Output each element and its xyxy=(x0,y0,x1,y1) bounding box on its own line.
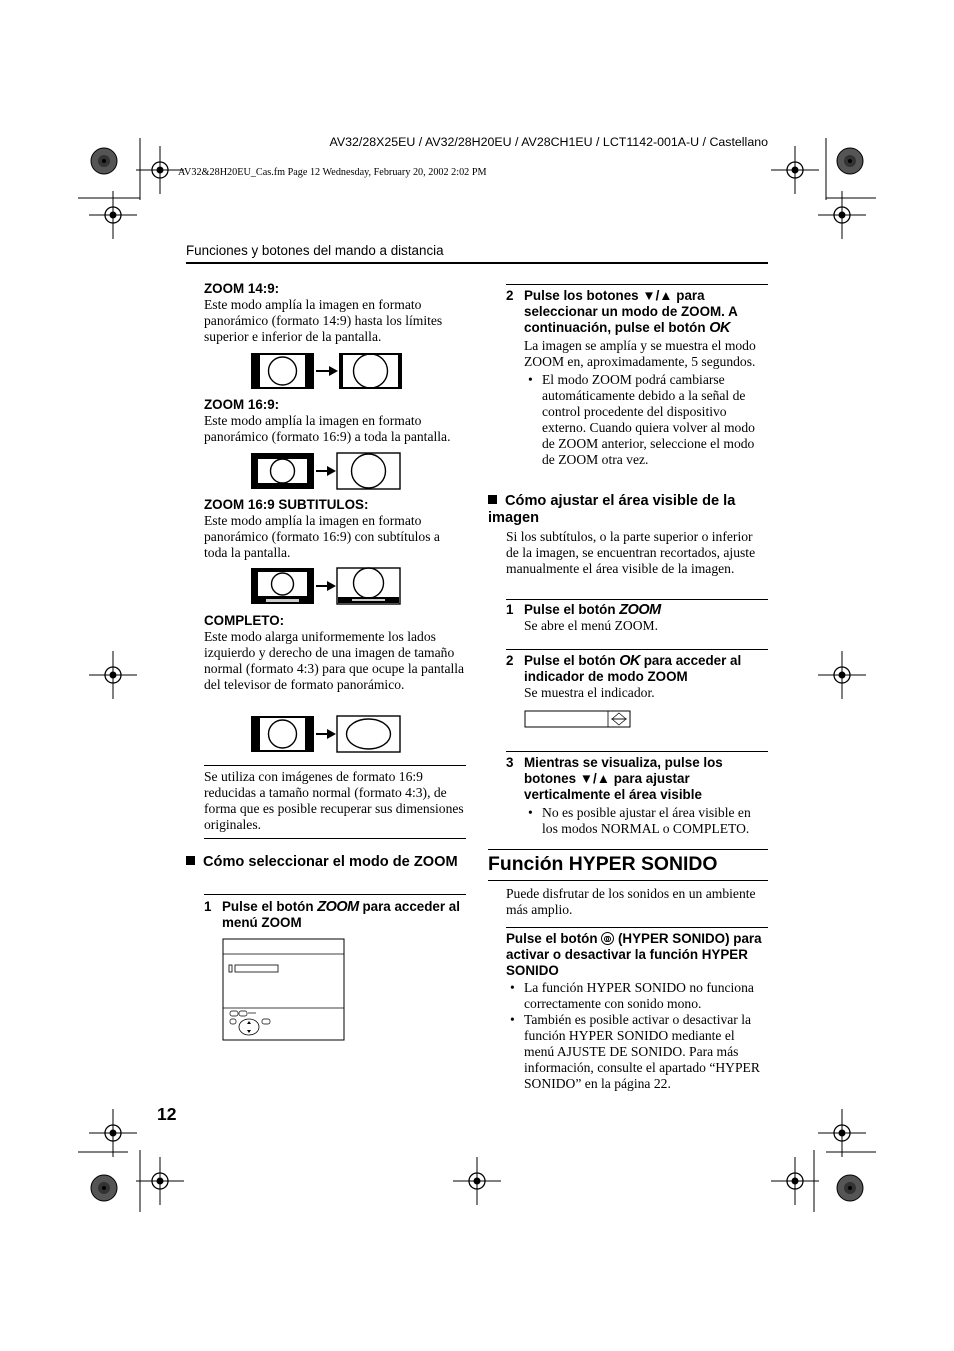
zoom-14-9-diagram xyxy=(250,351,406,391)
zoom-14-9-block xyxy=(204,281,466,345)
adjust-area-text: Si los subtítulos, o la parte superior o inferior de la imagen, se encuentran recortados, ajuste manualmente el área visible de la imagen. xyxy=(506,529,756,576)
adjust-step-3-bullet: • No es posible ajustar el área visible en los modos NORMAL o COMPLETO. xyxy=(524,805,768,837)
ok-button-label: OK xyxy=(619,653,640,669)
zoom-16-9-sub-diagram xyxy=(250,566,406,606)
adjust-step-3-rule xyxy=(506,751,768,752)
hyper-bullet-2: • También es posible activar o desactivar la función HYPER SONIDO mediante el menú AJUSTE DE SONIDO. Para más información, consulte el apartado “HYPER SONIDO” en la página 22. xyxy=(506,1012,768,1092)
zoom-step-2-bullet: • El modo ZOOM podrá cambiarse automáticamente debido a la señal de control procedente del dispositivo externo. Cuando quiera volver al modo de ZOOM anterior, seleccione el modo de ZOOM otra vez. xyxy=(524,372,768,468)
model-line: AV32/28X25EU / AV32/28H20EU / AV28CH1EU / LCT1142-001A-U / Castellano xyxy=(329,135,768,149)
completo-text: Este modo alarga uniformemente los lados izquierdo y derecho de una imagen de tamaño normal (formato 4:3) para que ocupe la pantalla del televisor de formato panorámico. xyxy=(204,629,465,692)
zoom-step-2-text: La imagen se amplía y se muestra el modo ZOOM en, aproximadamente, 5 segundos. xyxy=(524,338,756,369)
adjust-step-2-rule xyxy=(506,649,768,650)
zoom-indicator-illustration xyxy=(524,710,632,729)
adjust-step-1-text: Se abre el menú ZOOM. xyxy=(524,618,659,633)
ok-button-label: OK xyxy=(709,320,730,336)
completo-diagram xyxy=(250,714,406,754)
note-text: Se utiliza con imágenes de formato 16:9 reducidas a tamaño normal (formato 4:3), de forma que es posible recuperar sus dimensiones originales. xyxy=(204,769,464,832)
section-title: Funciones y botones del mando a distancia xyxy=(186,243,444,258)
select-step-1: 1 Pulse el botón ZOOM para acceder al menú ZOOM xyxy=(204,899,460,930)
zoom-16-9-diagram xyxy=(250,451,406,491)
hyper-sub-rule xyxy=(506,927,768,928)
down-up-arrows-icon: ▼/▲ xyxy=(579,771,611,786)
square-bullet-icon xyxy=(186,856,195,865)
adjust-step-1: 1 Pulse el botón ZOOM Se abre el menú ZOOM. xyxy=(506,602,768,634)
hyper-sonido-bullets xyxy=(506,980,768,1092)
hyper-sonido-subheading: Pulse el botón (HYPER SONIDO) para activar o desactivar la función HYPER SONIDO xyxy=(506,931,762,978)
hyper-bullet-1: • La función HYPER SONIDO no funciona correctamente con sonido mono. xyxy=(506,980,768,1012)
hyper-title-rule xyxy=(488,880,768,881)
hyper-sound-icon xyxy=(601,932,614,945)
zoom-16-9-sub-block xyxy=(204,497,466,561)
zoom-16-9-sub-text: Este modo amplía la imagen en formato panorámico (formato 16:9) con subtítulos a toda la pantalla. xyxy=(204,513,440,560)
adjust-step-1-rule xyxy=(506,599,768,600)
adjust-step-2-text: Se muestra el indicador. xyxy=(524,685,655,700)
zoom-16-9-sub-title: ZOOM 16:9 SUBTITULOS: xyxy=(204,497,369,512)
zoom-16-9-block xyxy=(204,397,466,445)
note-bottom-rule xyxy=(204,838,466,839)
zoom-step-2: 2 Pulse los botones ▼/▲ para seleccionar un modo de ZOOM. A continuación, pulse el botón OK La imagen se amplía y se muestra el modo ZOOM en, aproximadamente, 5 segundos. • El modo ZOOM podrá cambiarse automáticamente debido a la señal de control procedente del dispositivo externo. Cuando quiera volver al modo de ZOOM anterior, seleccione el modo de ZOOM otra vez. xyxy=(506,288,768,468)
hyper-sonido-title: Función HYPER SONIDO xyxy=(488,853,718,875)
zoom-14-9-text: Este modo amplía la imagen en formato panorámico (formato 14:9) hasta los límites superior e inferior de la pantalla. xyxy=(204,297,443,344)
zoom-16-9-text: Este modo amplía la imagen en formato panorámico (formato 16:9) a toda la pantalla. xyxy=(204,413,451,444)
adjust-step-3: 3 Mientras se visualiza, pulse los botones ▼/▲ para ajustar verticalmente el área visible • No es posible ajustar el área visible en los modos NORMAL o COMPLETO. xyxy=(506,755,768,837)
step-2-top-rule xyxy=(506,284,768,285)
zoom-14-9-title: ZOOM 14:9: xyxy=(204,281,280,296)
adjust-area-heading: Cómo ajustar el área visible de la imagen xyxy=(488,493,736,526)
completo-title: COMPLETO: xyxy=(204,613,285,628)
note-top-rule xyxy=(204,765,466,766)
file-info-line: AV32&28H20EU_Cas.fm Page 12 Wednesday, February 20, 2002 2:02 PM xyxy=(178,167,487,178)
page-number: 12 xyxy=(157,1104,177,1124)
zoom-button-label: ZOOM xyxy=(619,602,661,618)
completo-block xyxy=(204,613,466,693)
hyper-top-rule xyxy=(488,849,768,850)
adjust-step-2: 2 Pulse el botón OK para acceder al indicador de modo ZOOM Se muestra el indicador. xyxy=(506,653,768,701)
zoom-menu-illustration xyxy=(222,938,346,1042)
zoom-16-9-title: ZOOM 16:9: xyxy=(204,397,280,412)
zoom-button-label: ZOOM xyxy=(317,899,359,915)
select-zoom-rule xyxy=(204,894,466,895)
select-zoom-heading: Cómo seleccionar el modo de ZOOM xyxy=(186,854,466,871)
header-rule xyxy=(186,262,768,264)
hyper-sonido-text: Puede disfrutar de los sonidos en un ambiente más amplio. xyxy=(506,886,756,917)
down-up-arrows-icon: ▼/▲ xyxy=(642,288,673,303)
square-bullet-icon xyxy=(488,495,497,504)
